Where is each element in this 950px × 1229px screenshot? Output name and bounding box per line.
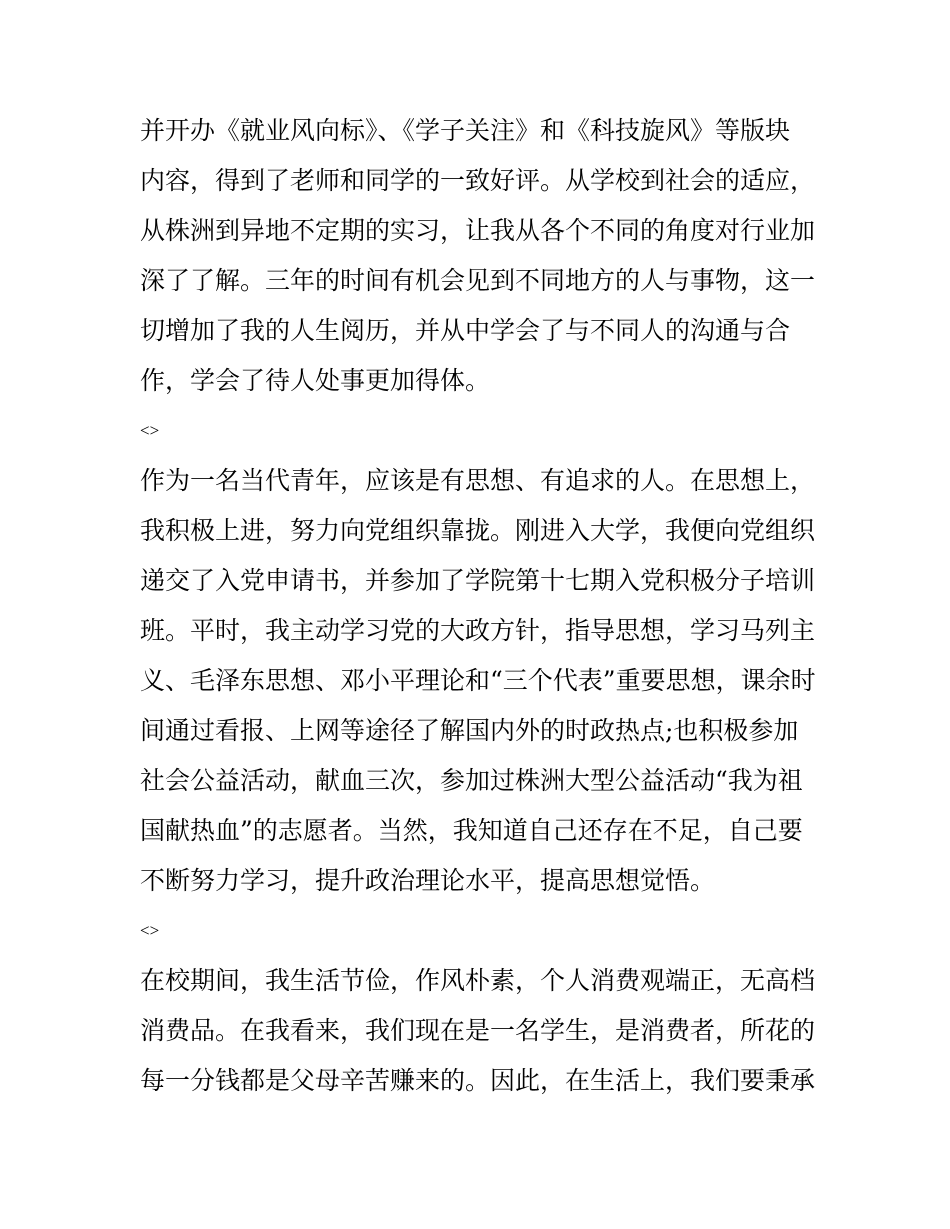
- text-line: 每一分钱都是父母辛苦赚来的。因此，在生活上，我们要秉承: [140, 1066, 816, 1095]
- text-line: 深了了解。三年的时间有机会见到不同地方的人与事物，这一: [140, 266, 816, 295]
- document-body: [140, 106, 820, 1106]
- text-line: 社会公益活动，献血三次，参加过株洲大型公益活动“我为祖: [140, 766, 803, 795]
- text-line: 我积极上进，努力向党组织靠拢。刚进入大学，我便向党组织: [140, 516, 816, 545]
- text-line: 切增加了我的人生阅历，并从中学会了与不同人的沟通与合: [140, 316, 791, 345]
- separator-marker: <>: [140, 421, 160, 440]
- text-line: 递交了入党申请书，并参加了学院第十七期入党积极分子培训: [140, 566, 816, 595]
- text-line: 作，学会了待人处事更加得体。: [140, 366, 491, 395]
- text-line: 间通过看报、上网等途径了解国内外的时政热点;也积极参加: [140, 716, 799, 745]
- text-line: 并开办《就业风向标》、《学子关注》和《科技旋风》等版块: [140, 116, 791, 145]
- paragraph-3: [140, 956, 820, 1106]
- text-line: 班。平时，我主动学习党的大政方针，指导思想，学习马列主: [140, 616, 816, 645]
- text-line: 从株洲到异地不定期的实习，让我从各个不同的角度对行业加: [140, 216, 816, 245]
- paragraph-2: [140, 456, 820, 906]
- text-line: 不断努力学习，提升政治理论水平，提高思想觉悟。: [140, 866, 716, 895]
- text-line: 国献热血”的志愿者。当然，我知道自己还存在不足，自己要: [140, 816, 803, 845]
- paragraph-1: [140, 106, 820, 406]
- text-line: 作为一名当代青年，应该是有思想、有追求的人。在思想上，: [140, 466, 816, 495]
- text-line: 内容，得到了老师和同学的一致好评。从学校到社会的适应，: [140, 166, 816, 195]
- text-line: 消费品。在我看来，我们现在是一名学生，是消费者，所花的: [140, 1016, 816, 1045]
- text-line: 在校期间，我生活节俭，作风朴素，个人消费观端正，无高档: [140, 966, 816, 995]
- text-line: 义、毛泽东思想、邓小平理论和“三个代表”重要思想，课余时: [140, 666, 816, 695]
- separator-marker: <>: [140, 921, 160, 940]
